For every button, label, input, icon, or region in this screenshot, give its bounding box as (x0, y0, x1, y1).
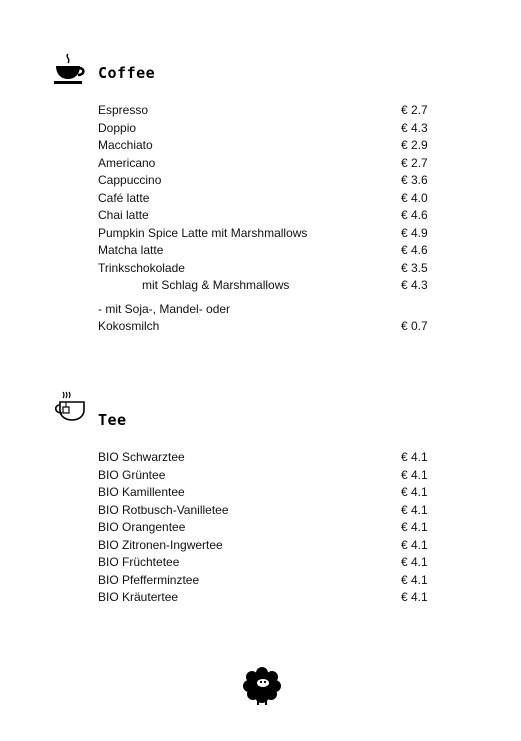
sheep-logo-icon (242, 666, 282, 706)
item-price: € 4.1 (401, 537, 428, 552)
item-name: mit Schlag & Marshmallows (142, 278, 290, 292)
item-name: Café latte (98, 190, 150, 205)
menu-item (98, 137, 436, 155)
note-price: € 0.7 (401, 319, 428, 333)
tea-header (98, 411, 127, 429)
item-price: € 4.1 (401, 450, 428, 464)
item-name: Doppio (98, 120, 137, 135)
item-price: € 4.1 (401, 502, 428, 517)
menu-item (98, 537, 436, 555)
item-name: Chai latte (98, 208, 149, 222)
menu-item (98, 589, 436, 607)
menu-item (98, 102, 436, 120)
item-price: € 4.0 (401, 190, 428, 205)
coffee-cup-icon (52, 52, 88, 86)
item-name: Americano (98, 155, 156, 170)
item-name: Trinkschokolade (98, 260, 185, 275)
item-name: BIO Zitronen-Ingwertee (98, 537, 223, 552)
menu-item (98, 190, 436, 208)
item-name: Matcha latte (98, 243, 164, 257)
note-line-1: - mit Soja-, Mandel- oder (98, 301, 231, 316)
item-price: € 4.3 (401, 120, 428, 135)
item-name: Espresso (98, 103, 149, 117)
item-price: € 2.7 (401, 155, 428, 170)
menu-item (98, 277, 436, 295)
tea-title: Tee (98, 411, 127, 429)
coffee-title: Coffee (98, 64, 156, 82)
milk-option-note (98, 301, 436, 336)
item-price: € 4.1 (401, 572, 428, 587)
item-price: € 4.9 (401, 225, 428, 240)
menu-item (98, 484, 436, 502)
menu-item (98, 449, 436, 467)
menu-item (98, 467, 436, 485)
menu-item (98, 242, 436, 260)
item-name: Macchiato (98, 138, 153, 152)
item-price: € 4.1 (401, 467, 428, 482)
menu-item (98, 519, 436, 537)
item-price: € 4.6 (401, 208, 428, 222)
menu-item (98, 155, 436, 173)
item-name: Cappuccino (98, 173, 162, 187)
item-price: € 2.9 (401, 138, 428, 152)
menu-item (98, 554, 436, 572)
coffee-list (98, 102, 436, 336)
item-name: BIO Grüntee (98, 467, 166, 482)
note-line-2: Kokosmilch (98, 319, 160, 333)
item-price: € 4.1 (401, 520, 428, 534)
tea-list (98, 449, 436, 607)
tea-cup-icon (52, 389, 88, 425)
menu-item (98, 502, 436, 520)
item-price: € 4.6 (401, 243, 428, 257)
item-name: BIO Kräutertee (98, 590, 179, 604)
item-price: € 3.6 (401, 173, 428, 187)
coffee-header (98, 64, 155, 82)
menu-item (98, 172, 436, 190)
menu-item (98, 225, 436, 243)
item-name: BIO Kamillentee (98, 485, 185, 499)
item-price: € 4.1 (401, 485, 428, 499)
item-price: € 2.7 (401, 103, 428, 117)
item-name: BIO Orangentee (98, 520, 186, 534)
item-price: € 4.1 (401, 555, 428, 569)
menu-item (98, 207, 436, 225)
item-price: € 4.1 (401, 590, 428, 604)
item-price: € 3.5 (401, 260, 428, 275)
item-name: BIO Rotbusch-Vanilletee (98, 502, 229, 517)
menu-item (98, 120, 436, 138)
item-price: € 4.3 (401, 278, 428, 292)
item-name: BIO Pfefferminztee (98, 572, 200, 587)
item-name: BIO Früchtetee (98, 555, 180, 569)
item-name: BIO Schwarztee (98, 450, 185, 464)
menu-item (98, 572, 436, 590)
item-name: Pumpkin Spice Latte mit Marshmallows (98, 225, 308, 240)
menu-item (98, 260, 436, 278)
